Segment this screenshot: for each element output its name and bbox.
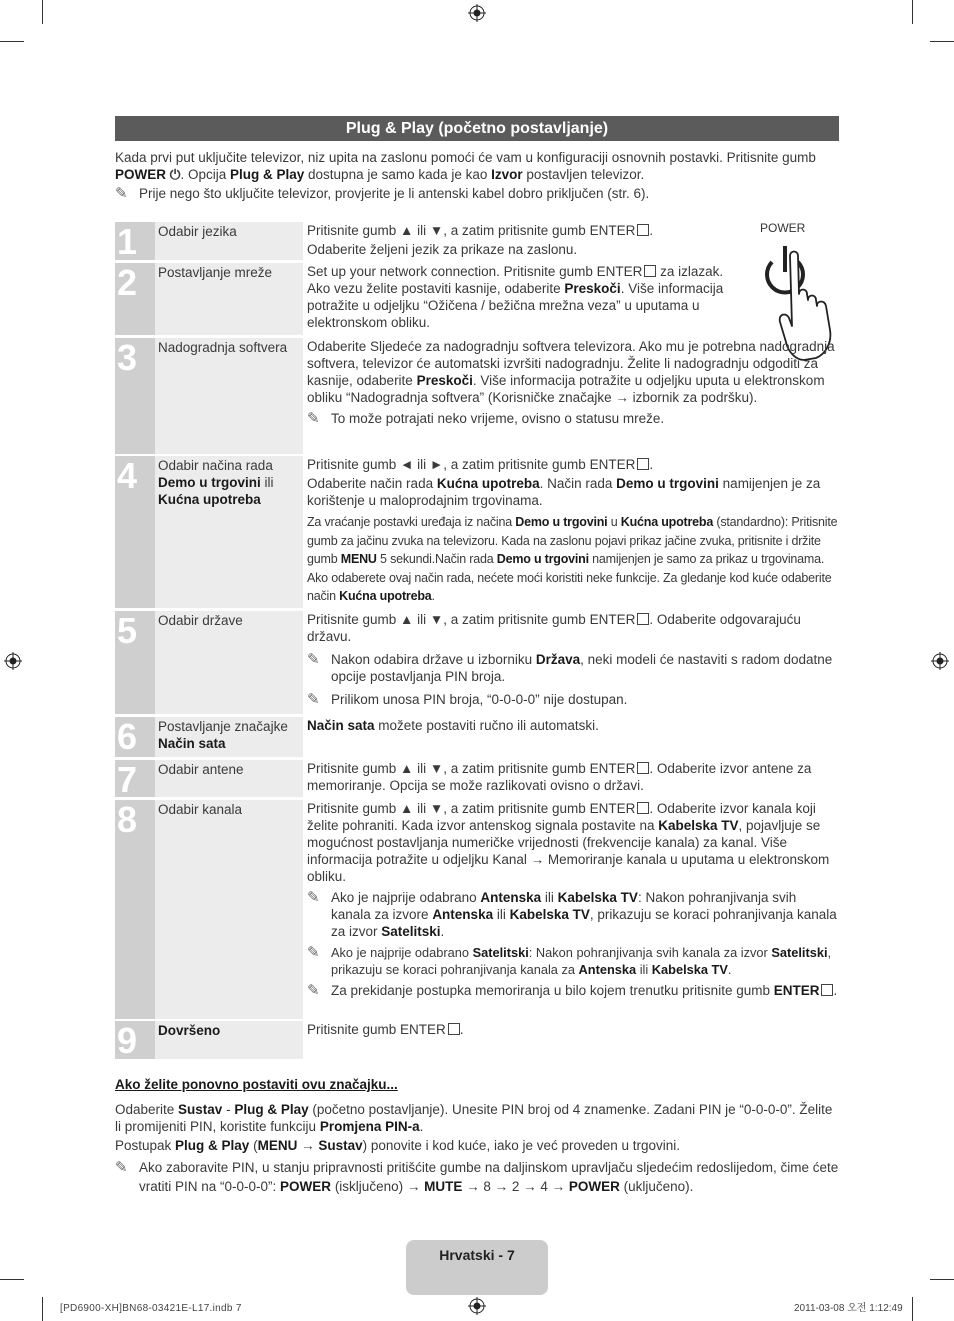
crop-mark [0,1279,24,1280]
enter-icon [644,265,656,277]
step-note: ✎ Za prekidanje postupka memoriranja u bilo kojem trenutku pritisnite gumb ENTER . [307,982,838,999]
enter-icon [637,224,649,236]
step-note: ✎ To može potrajati neko vrijeme, ovisno o statusu mreže. [307,410,665,427]
step-number: 7 [115,760,155,797]
step-2 [115,263,839,335]
step-3 [115,338,839,454]
step-note: ✎ Ako je najprije odabrano Satelitski: Nakon pohranjivanja svih kanala za izvor Satelitski, prikazuju se koraci pohranjivanja kanala za Antenska ili Kabelska TV. [307,944,832,977]
step-number: 3 [115,338,155,454]
intro [115,149,839,202]
step-number: 6 [115,717,155,757]
pencil-note-icon: ✎ [307,944,320,961]
crop-mark [930,41,954,42]
intro-note: ✎ Prije nego što uključite televizor, provjerite je li antenski kabel dobro priključen (str. 6). [115,185,650,202]
step-label: Odabir jezika [155,222,303,260]
step-6 [115,717,839,757]
crop-mark [42,0,43,24]
step-label: Dovršeno [155,1021,303,1059]
power-label: POWER [760,221,806,235]
step-label: Odabir načina rada Demo u trgovini ili Kućna upotreba [155,456,303,608]
step-9 [115,1021,839,1059]
step-label: Odabir antene [155,760,303,797]
crop-mark [42,1297,43,1321]
redo-title: Ako želite ponovno postaviti ovu značajku... [115,1077,398,1092]
step-label: Odabir države [155,611,303,714]
enter-icon [637,762,649,774]
step-description: Pritisnite gumb ▲ ili ▼, a zatim pritisnite gumb ENTER . Odaberite izvor antene za memoriranje. Opcija se može razlikovati ovisno o državi. [307,761,812,793]
registration-mark-icon [468,1297,486,1315]
redo-section [115,1101,839,1196]
page-number: Hrvatski - 7 [439,1247,515,1263]
step-description: Pritisnite gumb ◄ ili ►, a zatim pritisnite gumb ENTER . Odaberite način rada Kućna upotreba. Način rada Demo u trgovini namijenjen je za korištenje u maloprodajnim trgovinama. Za vraćanje postavki uređaja iz načina Demo u trgovini u Kućna upotreba (standardno): Pritisnite gumb za jačinu zvuka na televizoru. Kada na zaslonu pojavi prikaz jačine zvuka, pritisnite i držite gumb MENU 5 sekundi.Način rada Demo u trgovini namijenjen je samo za prikaz u trgovinama. Ako odaberete ovaj način rada, nećete moći koristiti neke funkcije. Za gledanje kod kuće odaberite način Kućna upotreba. [307,457,838,603]
step-label: Postavljanje značajke Način sata [155,717,303,757]
enter-icon [637,802,649,814]
step-number: 1 [115,222,155,260]
pencil-note-icon: ✎ [115,1159,128,1176]
redo-paragraph: Odaberite Sustav - Plug & Play (početno postavljanje). Unesite PIN broj od 4 znamenke. Zadani PIN je “0-0-0-0”. Želite li promijeniti PIN, koristite funkciju Promjena PIN-a. [115,1102,833,1134]
enter-icon [637,458,649,470]
step-note: ✎ Prilikom unosa PIN broja, “0-0-0-0” nije dostupan. [307,691,628,708]
power-symbol-icon: ⏻ [169,167,181,182]
step-number: 8 [115,800,155,1019]
step-8 [115,800,839,1019]
intro-paragraph: Kada prvi put uključite televizor, niz upita na zaslonu pomoći će vam u konfiguraciji osnovnih postavki. Pritisnite gumb POWER ⏻. Opcija Plug & Play dostupna je samo kada je kao Izvor postavljen televizor. [115,150,816,182]
step-description: Set up your network connection. Pritisnite gumb ENTER za izlazak. Ako vezu želite postaviti kasnije, odaberite Preskoči. Više informacija potražite u odjeljku “Ožičena / bežična mrežna veza” u uputama u elektronskom obliku. [307,264,724,330]
page-number-tab [406,1240,548,1295]
registration-mark-icon [931,652,949,670]
step-description: Pritisnite gumb ▲ ili ▼, a zatim pritisnite gumb ENTER . Odaberite željeni jezik za prikaze na zaslonu. [307,223,654,257]
crop-mark [0,41,24,42]
print-file-info: [PD6900-XH]BN68-03421E-L17.indb 7 [60,1303,242,1314]
step-note: ✎ Nakon odabira države u izborniku Država, neki modeli će nastaviti s radom dodatne opcije postavljanja PIN broja. [307,651,833,684]
step-number: 2 [115,263,155,335]
step-4 [115,456,839,608]
registration-mark-icon [4,652,22,670]
step-1 [115,222,839,260]
enter-icon [821,984,833,996]
step-number: 9 [115,1021,155,1059]
pencil-note-icon: ✎ [307,889,320,906]
crop-mark [912,0,913,24]
pencil-note-icon: ✎ [307,410,320,427]
section-title: Plug & Play (početno postavljanje) [115,116,839,141]
registration-mark-icon [468,4,486,22]
step-label: Nadogradnja softvera [155,338,303,454]
step-description: Pritisnite gumb ENTER . [307,1022,464,1037]
step-description: Način sata možete postaviti ručno ili automatski. [307,718,599,733]
step-description: Odaberite Sljedeće za nadogradnju softvera televizora. Ako mu je potrebna nadogradnja softvera, televizor će automatski izvršiti nadogradnju. Želite li nadogradnju odgoditi za kasnije, odaberite Preskoči. Više informacija potražite u odjeljku uputa u elektronskom obliku “Nadogradnja softvera” (Korisničke značajke → izbornik za podršku). ✎ To može potrajati neko vrijeme, ovisno o statusu mreže. [307,338,839,427]
step-7 [115,759,839,800]
step-note: ✎ Ako je najprije odabrano Antenska ili Kabelska TV: Nakon pohranjivanja svih kanala za izvore Antenska ili Kabelska TV, prikazuju se koraci pohranjivanja kanala za izvor Satelitski. [307,889,837,939]
step-label: Postavljanje mreže [155,263,303,335]
step-label: Odabir kanala [155,800,303,1019]
pencil-note-icon: ✎ [307,651,320,668]
step-number: 4 [115,456,155,608]
crop-mark [912,1297,913,1321]
step-description: Pritisnite gumb ▲ ili ▼, a zatim pritisnite gumb ENTER . Odaberite izvor kanala koji želite pohraniti. Kada izvor antenskog signala postavite na Kabelska TV, pojavljuje se mogućnost postavljanja numeričke vrijednosti (frekvencije kanala) za kanal. Više informacija potražite u odjeljku Kanal → Memoriranje kanala u uputama u elektronskom obliku. ✎ Ako je najprije odabrano Antenska ili Kabelska TV: Nakon pohranjivanja svih kanala za izvore Antenska ili Kabelska TV, prikazuju se koraci pohranjivanja kanala za izvor Satelitski. ✎ Ako je najprije odabrano Satelitski: Nakon pohranjivanja svih kanala za izvor Satelitski, prikazuju se koraci pohranjivanja kanala za Antenska ili Kabelska TV. ✎ Za prekidanje postupka memoriranja u bilo kojem trenutku pritisnite gumb ENTER . [307,801,838,999]
step-description: Pritisnite gumb ▲ ili ▼, a zatim pritisnite gumb ENTER . Odaberite odgovarajuću državu. ✎ Nakon odabira države u izborniku Država, neki modeli će nastaviti s radom dodatne opcije postavljanja PIN broja. ✎ Prilikom unosa PIN broja, “0-0-0-0” nije dostupan. [307,611,839,708]
enter-icon [448,1023,460,1035]
print-timestamp: 2011-03-08 오전 1:12:49 [794,1303,903,1314]
step-number: 5 [115,611,155,714]
pencil-note-icon: ✎ [307,691,320,708]
crop-mark [930,1279,954,1280]
step-5 [115,611,839,714]
redo-paragraph: Postupak Plug & Play (MENU → Sustav) ponovite i kod kuće, iako je već proveden u trgovini. [115,1138,681,1153]
pencil-note-icon: ✎ [307,982,320,999]
redo-note: ✎ Ako zaboravite PIN, u stanju pripravnosti pritišćite gumbe na daljinskom upravljaču sljedećim redoslijedom, čime ćete vratiti PIN na “0-0-0-0”: POWER (isključeno) → MUTE → 8 → 2 → 4 → POWER (uključeno). [115,1159,839,1194]
pencil-note-icon: ✎ [115,185,128,202]
enter-icon [637,613,649,625]
